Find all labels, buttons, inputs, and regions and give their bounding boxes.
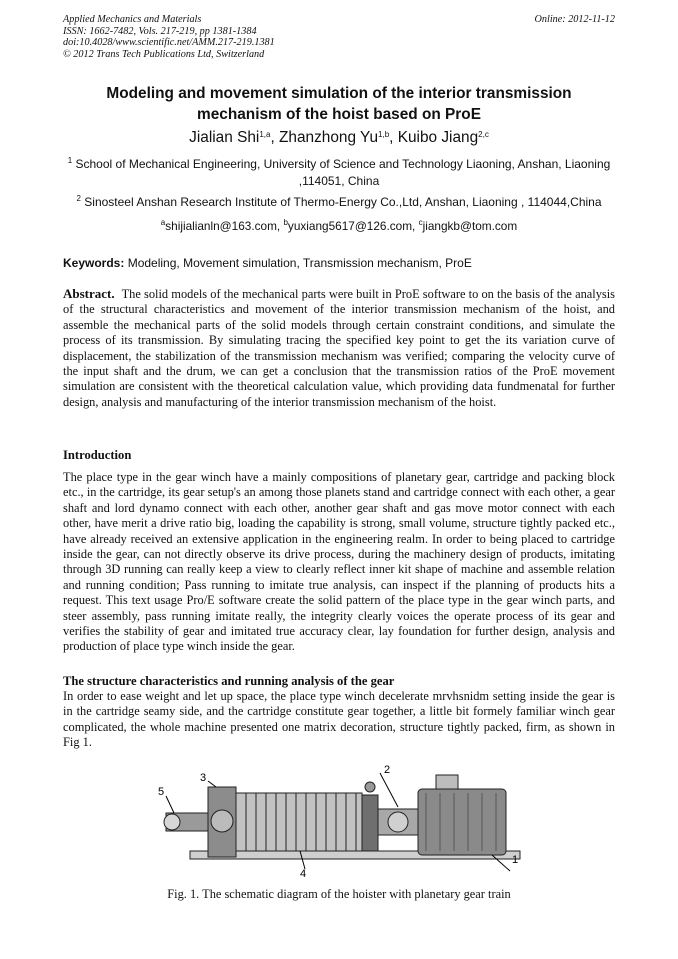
drum <box>236 793 362 851</box>
email: yuxiang5617@126.com, <box>287 219 419 233</box>
issn-line: ISSN: 1662-7482, Vols. 217-219, pp 1381-1384 <box>63 25 257 37</box>
author-list <box>60 128 618 148</box>
callout-5: 5 <box>158 786 165 798</box>
callout-3: 3 <box>200 772 207 784</box>
author-affil-sup: 1,b <box>378 130 390 139</box>
email-sup: c <box>418 218 423 227</box>
email: jiangkb@tom.com <box>422 219 518 233</box>
email-sup: a <box>160 218 166 227</box>
affiliation-text: School of Mechanical Engineering, University of Science and Technology Liaoning, Anshan, Liaoning ,114051, China <box>75 157 611 188</box>
author-name: Zhanzhong Yu <box>279 129 379 146</box>
intro-heading: Introduction <box>63 448 132 462</box>
callout-1: 1 <box>512 854 519 866</box>
hoist-figure <box>150 763 528 879</box>
abstract-label: Abstract. <box>63 286 115 301</box>
author-name: Kuibo Jiang <box>397 129 479 146</box>
brake <box>362 795 378 851</box>
journal-name: Applied Mechanics and Materials <box>63 14 202 25</box>
author-separator: , <box>389 129 398 146</box>
title-line-2: mechanism of the hoist based on ProE <box>197 106 481 123</box>
abstract-text: The solid models of the mechanical parts were built in ProE software to on the basis of the analysis of the structural characteristics and movement of the interior transmission mechanism of the hoist, and assemble the mechanical parts of the solid models through certain constraint conditions, and simulate the process of its transmission. By simulating tracing the specified key point to get the its variation curve of displacement, the stabilization of the transmission mechanism was verified; comparing the velocity curve of the input shaft and the drum, we can get a conclusion that the transmission ratios of the ProE movement simulation are consistent with the theoretical calculation value, which providing data fundmenatal for further design, analysis and manufacturing of the interior transmission mechanism of the hoist. <box>63 287 616 409</box>
terminal-box <box>436 775 458 789</box>
paper-title <box>60 83 618 125</box>
author-affil-sup: 1,a <box>259 130 271 139</box>
affiliation-number: 2 <box>76 194 81 203</box>
affiliation-2 <box>60 194 618 211</box>
email: shijialianln@163.com, <box>165 219 284 233</box>
motor-body <box>418 789 506 855</box>
keywords <box>63 255 615 271</box>
hoist-schematic <box>150 763 528 879</box>
keywords-text: Modeling, Movement simulation, Transmission mechanism, ProE <box>127 256 472 270</box>
title-line-1: Modeling and movement simulation of the interior transmission <box>106 85 572 102</box>
callout-2: 2 <box>384 764 391 776</box>
email-list <box>60 218 618 234</box>
affiliation-number: 1 <box>67 156 73 165</box>
abstract <box>63 286 615 410</box>
affiliation-text: Sinosteel Anshan Research Institute of Thermo-Energy Co.,Ltd, Anshan, Liaoning , 114044,China <box>84 195 602 209</box>
section2-heading: The structure characteristics and running analysis of the gear <box>63 674 395 688</box>
callout-4: 4 <box>300 868 307 879</box>
intro-paragraph: The place type in the gear winch have a mainly compositions of planetary gear, cartridge and packing block etc., in the cartridge, its gear setup's an among those planets stand and cartridge connect with each other, a gear shaft and lord dynamo connect with each other, another gear shaft and gas move motor connect with each other, have merit a drive ratio big, loading the capability is strong, small volume, structure tightly packed etc., have already received an extensive application in the engineering realm. In order to being placed to cartridge inside the gear, can not directly observe its drive process, during the machinery design of products, imitating through 3D running can really keep a view to clearly reflect inner kit shape of machine and assemble relation and running condition; Pass running to imitate true analysis, can inspect if the planning of products hits a request. This text usage Pro/E software create the solid pattern of the place type in the gear winch parts, and steer assembly, pass running imitate really, the integrity clearly voices the operate process of its gear and verifies the stability of gear and imitated true accuracy clear, lay foundation for further design, analysis and production of place type winch inside the gear. <box>63 470 615 654</box>
author-name: Jialian Shi <box>189 129 260 146</box>
online-date: Online: 2012-11-12 <box>534 14 615 25</box>
doi-line: doi:10.4028/www.scientific.net/AMM.217-219.1381 <box>63 37 275 48</box>
figure-caption: Fig. 1. The schematic diagram of the hoister with planetary gear train <box>167 887 511 901</box>
keywords-label: Keywords: <box>63 256 125 270</box>
author-separator: , <box>270 129 280 146</box>
author-affil-sup: 2,c <box>478 130 489 139</box>
page-header <box>63 14 615 60</box>
section2-paragraph: In order to ease weight and let up space, the place type winch decelerate mrvhsnidm setting inside the gear is in the cartridge seamy side, and the cartridge constitute gear together, a little bit formely familiar winch gear complicated, the whole machine presented one matrix decoration, structure tightly packed, firm, as shown in Fig 1. <box>63 689 615 750</box>
copyright-line: © 2012 Trans Tech Publications Ltd, Switzerland <box>63 48 265 60</box>
affiliation-1 <box>60 156 618 190</box>
email-sup: b <box>283 218 288 227</box>
